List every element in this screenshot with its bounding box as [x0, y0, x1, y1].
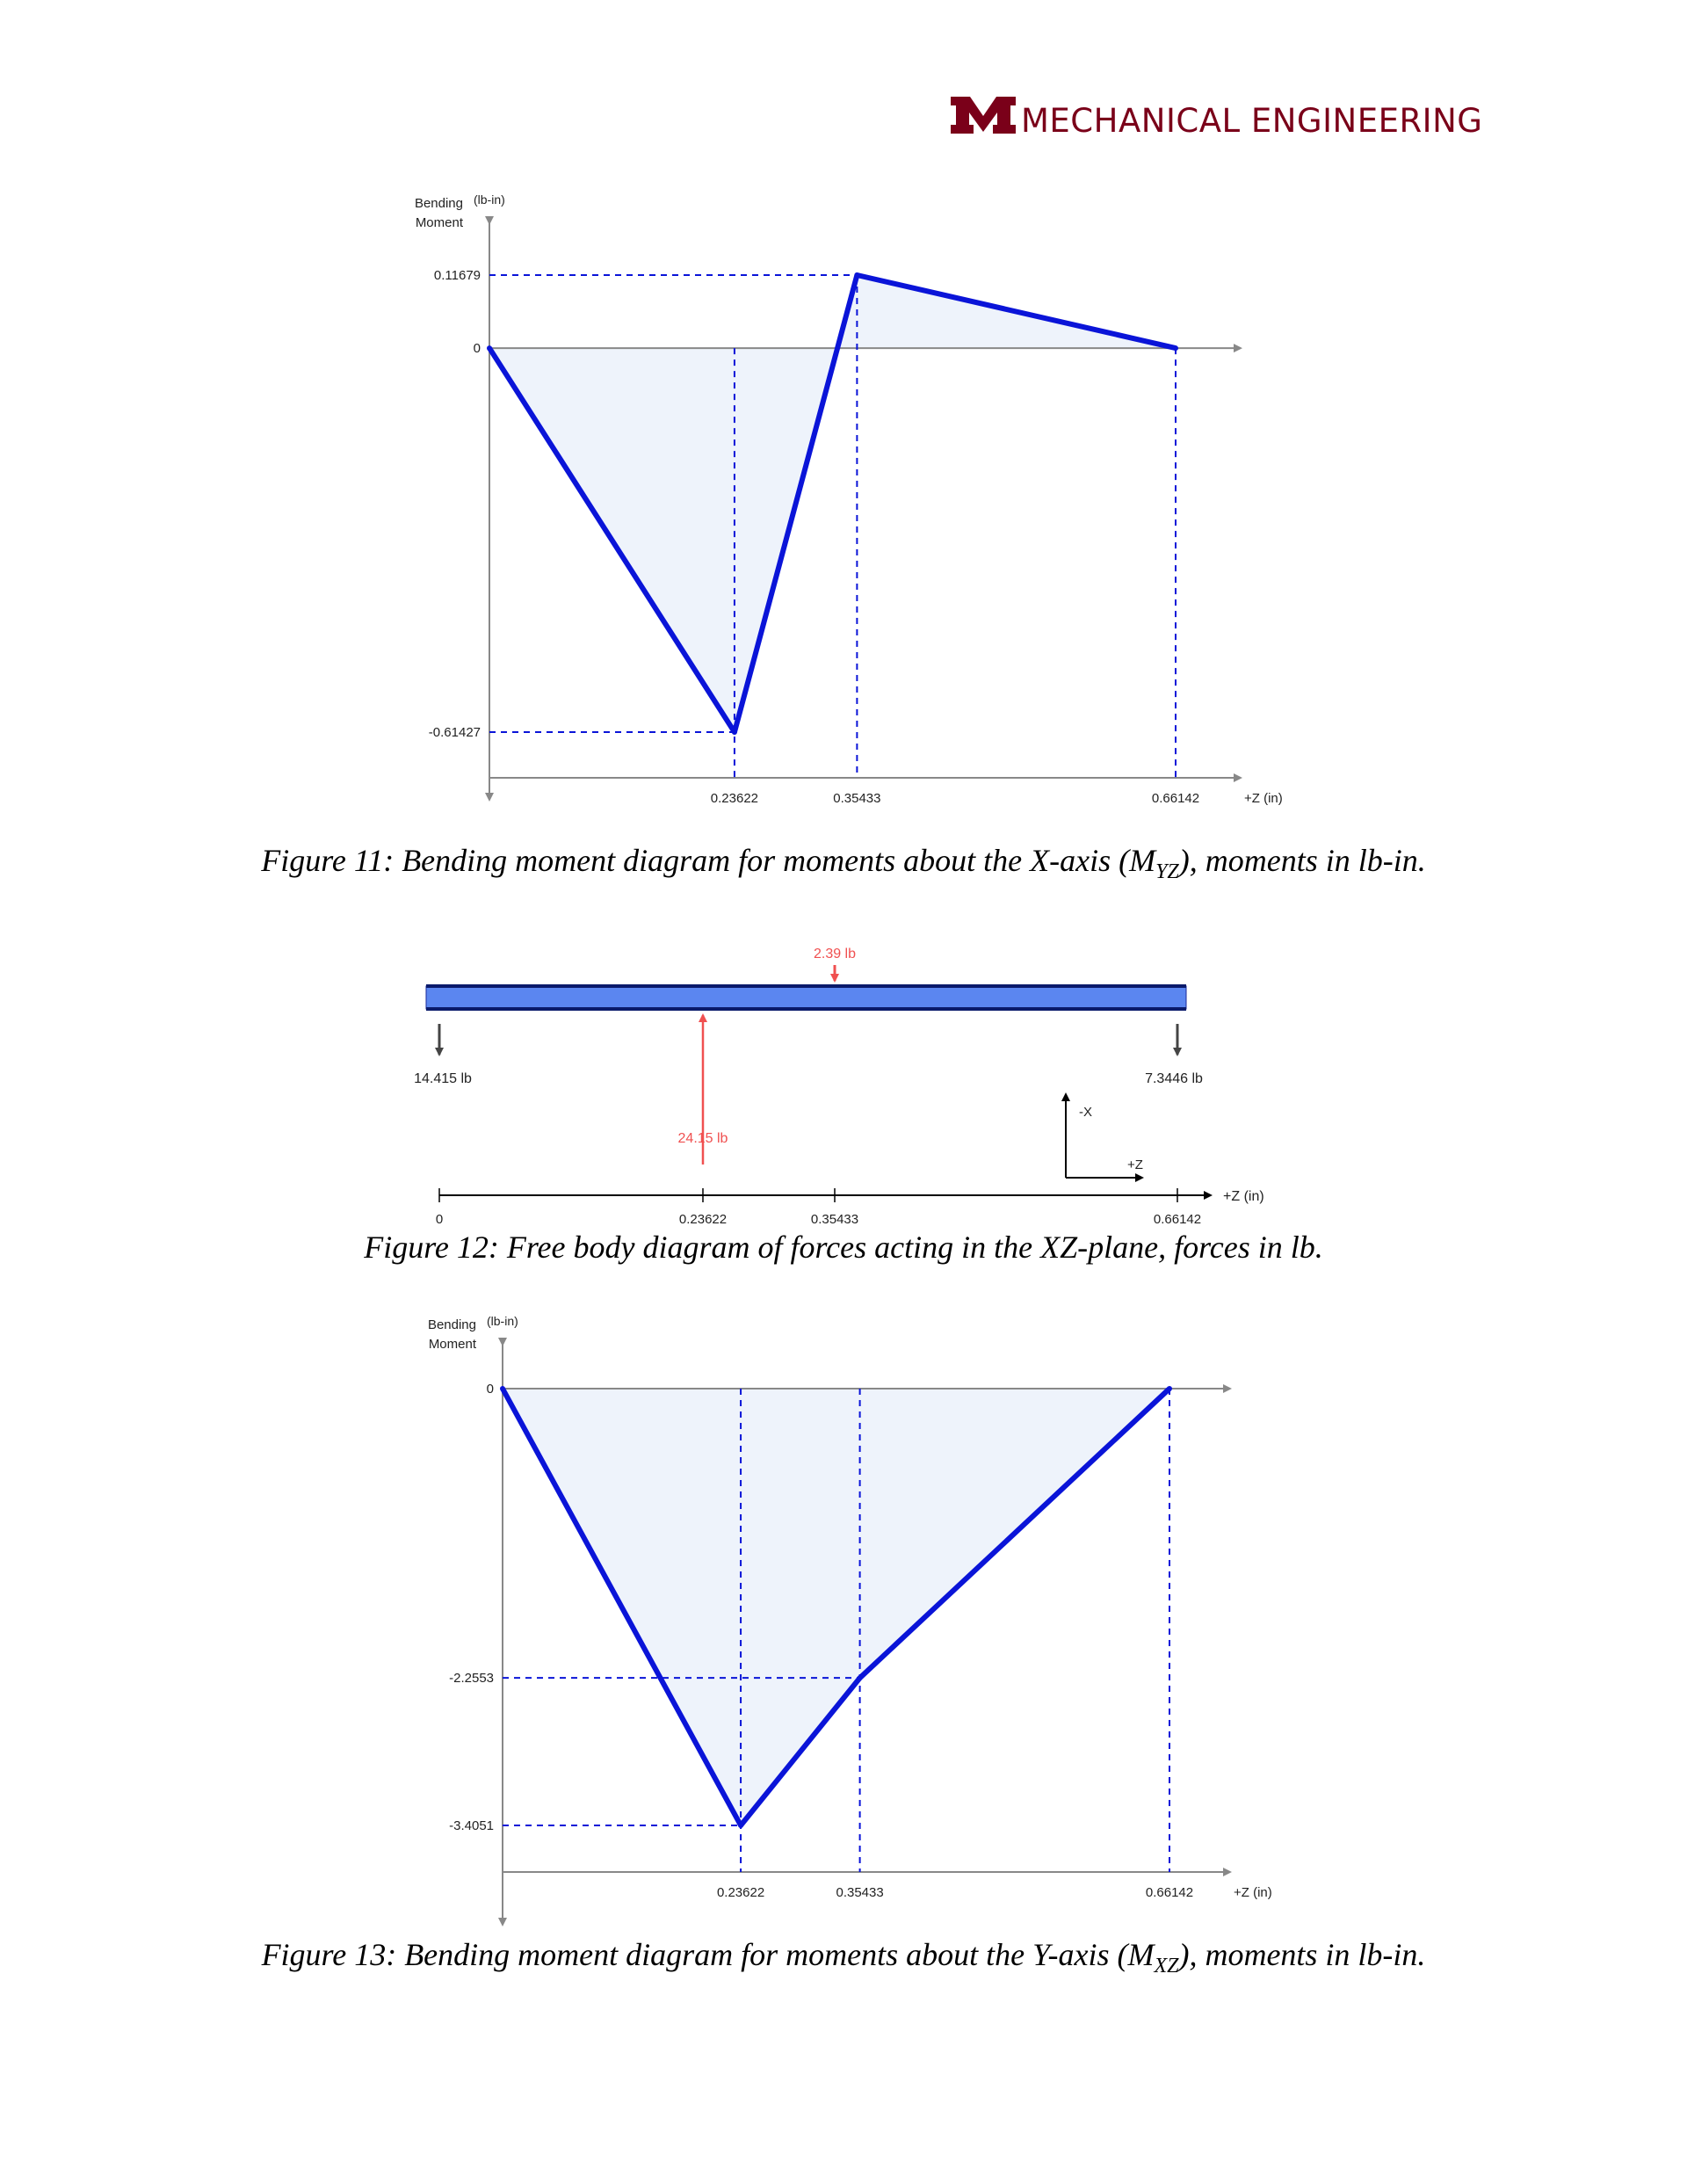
- fig13-y-tick-label: -2.2553: [449, 1671, 494, 1687]
- fig11-x-axis-label: +Z (in): [1244, 791, 1283, 806]
- fig13-y-label-line2: Moment: [428, 1337, 476, 1352]
- fig13-x-tick-label: 0.23622: [716, 1885, 765, 1900]
- fig11-y-tick-label: 0: [473, 341, 481, 357]
- fig13-x-tick-label: 0.66142: [1145, 1885, 1194, 1900]
- fig11-y-tick-label: -0.61427: [428, 725, 481, 740]
- figure-12-caption: Figure 12: Free body diagram of forces acting in the XZ-plane, forces in lb.: [364, 1230, 1323, 1265]
- fig13-data-point: [858, 1675, 863, 1680]
- figure-12: [0, 923, 1687, 1239]
- fig13-y-label-line1: Bending: [427, 1317, 476, 1332]
- fbd-z-axis-label: +Z (in): [1223, 1189, 1264, 1204]
- fig11-y-label-line1: Bending: [414, 196, 463, 211]
- university-m-logo-icon: [949, 95, 1017, 135]
- org-name: MECHANICAL ENGINEERING: [1021, 102, 1483, 140]
- fig13-data-point: [1167, 1386, 1172, 1391]
- fbd-z-tick-label: 0.23622: [678, 1212, 728, 1227]
- force-label: 14.415 lb: [414, 1071, 472, 1086]
- fig13-x-tick-label: 0.35433: [836, 1885, 884, 1900]
- coord-x-label: -X: [1079, 1105, 1092, 1120]
- fig13-area-fill: [503, 1389, 1169, 1825]
- fig11-y-label-line2: Moment: [415, 215, 463, 230]
- fig11-x-tick-label: 0.35433: [833, 791, 881, 806]
- fig11-area-fill: [489, 275, 1176, 732]
- beam: [426, 986, 1186, 1009]
- figure-12-free-body-diagram: [0, 923, 1687, 1239]
- figure-13-chart: [0, 1310, 1687, 1942]
- force-label: 24.15 lb: [677, 1131, 728, 1146]
- fig13-data-point: [500, 1386, 505, 1391]
- force-label: 7.3446 lb: [1145, 1071, 1203, 1086]
- fbd-z-tick-label: 0.35433: [810, 1212, 859, 1227]
- fig13-y-tick-label: 0: [486, 1382, 494, 1397]
- figure-11: [0, 193, 1687, 826]
- coord-z-label: +Z: [1127, 1157, 1143, 1172]
- fig11-data-point: [487, 345, 492, 351]
- figure-13: [0, 1310, 1687, 1942]
- fig11-data-point: [1173, 345, 1178, 351]
- figure-13-caption: Figure 13: Bending moment diagram for moments about the Y-axis $(M_{XZ})$, moments in lb-in.: [261, 1937, 1426, 1978]
- fig11-data-point: [732, 729, 737, 735]
- fig13-data-point: [738, 1823, 743, 1828]
- figure-11-chart: [0, 193, 1687, 826]
- figure-11-caption: Figure 11: Bending moment diagram for moments about the X-axis $(M_{YZ})$, moments in lb-in.: [261, 843, 1426, 884]
- fig13-y-unit: (lb-in): [487, 1314, 518, 1328]
- page-header: [949, 95, 1494, 148]
- fig11-x-tick-label: 0.23622: [710, 791, 759, 806]
- fbd-z-tick-label: 0.66142: [1153, 1212, 1202, 1227]
- fig11-x-tick-label: 0.66142: [1151, 791, 1200, 806]
- fig11-y-tick-label: 0.11679: [433, 268, 481, 283]
- fig11-y-unit: (lb-in): [474, 192, 505, 207]
- fig13-x-axis-label: +Z (in): [1234, 1885, 1272, 1900]
- force-label: 2.39 lb: [813, 947, 857, 961]
- fig13-y-tick-label: -3.4051: [449, 1818, 494, 1833]
- fig11-data-point: [854, 272, 859, 278]
- fbd-z-tick-label: 0: [435, 1212, 444, 1227]
